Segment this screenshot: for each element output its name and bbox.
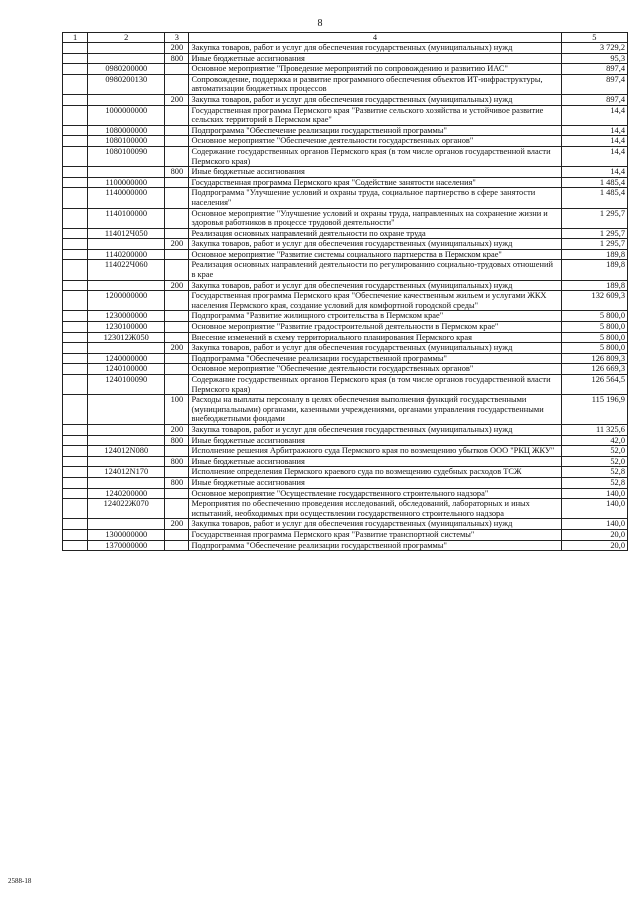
row-col1-cell [63, 188, 88, 208]
table-row [63, 424, 628, 435]
budget-code-cell [88, 167, 165, 178]
item-name-cell: Мероприятия по обеспечению проведения исследований, обследований, лабораторных и иных испытаний, необходимых при осуществлении государственного строительного надзора [189, 499, 561, 519]
table-row [63, 488, 628, 499]
item-name-cell: Государственная программа Пермского края "Развитие сельского хозяйства и устойчивое развитие сельских территорий в Пермском крае" [189, 105, 561, 125]
row-col1-cell [63, 105, 88, 125]
expense-type-cell: 800 [165, 53, 189, 64]
item-name-cell: Реализация основных направлений деятельности по регулированию социально-трудовых отношений в крае [189, 260, 561, 280]
amount-cell: 1 295,7 [561, 228, 627, 239]
budget-code-cell [88, 477, 165, 488]
expense-type-cell [165, 228, 189, 239]
expense-type-cell: 800 [165, 167, 189, 178]
item-name-cell: Закупка товаров, работ и услуг для обеспечения государственных (муниципальных) нужд [189, 239, 561, 250]
row-col1-cell [63, 177, 88, 188]
budget-code-cell: 1240200000 [88, 488, 165, 499]
amount-cell: 20,0 [561, 529, 627, 540]
table-row [63, 208, 628, 228]
amount-cell: 5 800,0 [561, 343, 627, 354]
row-col1-cell [63, 208, 88, 228]
row-col1-cell [63, 260, 88, 280]
expense-type-cell [165, 499, 189, 519]
item-name-cell: Подпрограмма "Развитие жилищного строительства в Пермском крае" [189, 311, 561, 322]
expense-type-cell [165, 146, 189, 166]
item-name-cell: Иные бюджетные ассигнования [189, 435, 561, 446]
expense-type-cell: 200 [165, 519, 189, 530]
item-name-cell: Иные бюджетные ассигнования [189, 53, 561, 64]
amount-cell: 140,0 [561, 519, 627, 530]
budget-code-cell [88, 424, 165, 435]
table-row [63, 239, 628, 250]
budget-code-cell: 123012Ж050 [88, 332, 165, 343]
budget-code-cell: 1240000000 [88, 353, 165, 364]
row-col1-cell [63, 228, 88, 239]
item-name-cell: Иные бюджетные ассигнования [189, 167, 561, 178]
amount-cell: 20,0 [561, 540, 627, 551]
amount-cell: 140,0 [561, 499, 627, 519]
table-row [63, 249, 628, 260]
item-name-cell: Закупка товаров, работ и услуг для обеспечения государственных (муниципальных) нужд [189, 424, 561, 435]
budget-code-cell: 124012N170 [88, 467, 165, 478]
item-name-cell: Внесение изменений в схему территориального планирования Пермского края [189, 332, 561, 343]
expense-type-cell: 200 [165, 424, 189, 435]
table-row [63, 456, 628, 467]
row-col1-cell [63, 375, 88, 395]
expense-type-cell [165, 375, 189, 395]
expense-type-cell: 200 [165, 343, 189, 354]
amount-cell: 52,0 [561, 446, 627, 457]
row-col1-cell [63, 519, 88, 530]
budget-code-cell: 1230000000 [88, 311, 165, 322]
table-row [63, 322, 628, 333]
item-name-cell: Основное мероприятие "Обеспечение деятельности государственных органов" [189, 136, 561, 147]
item-name-cell: Основное мероприятие "Проведение мероприятий по сопровождению и развитию ИАС" [189, 64, 561, 75]
amount-cell: 5 800,0 [561, 322, 627, 333]
budget-code-cell: 1140200000 [88, 249, 165, 260]
budget-code-cell: 1000000000 [88, 105, 165, 125]
expense-type-cell [165, 322, 189, 333]
row-col1-cell [63, 395, 88, 425]
expense-type-cell [165, 208, 189, 228]
amount-cell: 5 800,0 [561, 311, 627, 322]
expense-type-cell [165, 105, 189, 125]
expense-type-cell [165, 125, 189, 136]
budget-code-cell: 1240100000 [88, 364, 165, 375]
budget-table [62, 32, 628, 551]
expense-type-cell [165, 353, 189, 364]
row-col1-cell [63, 167, 88, 178]
budget-code-cell: 124022Ж070 [88, 499, 165, 519]
table-row [63, 146, 628, 166]
expense-type-cell [165, 364, 189, 375]
amount-cell: 126 669,3 [561, 364, 627, 375]
expense-type-cell [165, 136, 189, 147]
item-name-cell: Основное мероприятие "Развитие градостроительной деятельности в Пермском крае" [189, 322, 561, 333]
item-name-cell: Сопровождение, поддержка и развитие программного обеспечения объектов ИТ-инфраструктуры, автоматизации бюджетных процессов [189, 74, 561, 94]
amount-cell: 11 325,6 [561, 424, 627, 435]
budget-code-cell [88, 395, 165, 425]
row-col1-cell [63, 249, 88, 260]
row-col1-cell [63, 43, 88, 54]
item-name-cell: Исполнение решения Арбитражного суда Пермского края по возмещению убытков ООО "РКЦ ЖКУ" [189, 446, 561, 457]
row-col1-cell [63, 136, 88, 147]
amount-cell: 1 295,7 [561, 239, 627, 250]
amount-cell: 5 800,0 [561, 332, 627, 343]
budget-code-cell: 114022Ч060 [88, 260, 165, 280]
budget-code-cell: 1300000000 [88, 529, 165, 540]
header-col-4: 4 [189, 33, 561, 43]
item-name-cell: Исполнение определения Пермского краевого суда по возмещению судебных расходов ТСЖ [189, 467, 561, 478]
budget-code-cell: 1230100000 [88, 322, 165, 333]
item-name-cell: Государственная программа Пермского края "Содействие занятости населения" [189, 177, 561, 188]
table-row [63, 446, 628, 457]
row-col1-cell [63, 280, 88, 291]
budget-code-cell [88, 519, 165, 530]
item-name-cell: Подпрограмма "Улучшение условий и охраны труда, социальное партнерство в сфере занятости населения" [189, 188, 561, 208]
row-col1-cell [63, 477, 88, 488]
expense-type-cell: 200 [165, 239, 189, 250]
row-col1-cell [63, 332, 88, 343]
budget-code-cell: 114012Ч050 [88, 228, 165, 239]
table-row [63, 94, 628, 105]
expense-type-cell [165, 64, 189, 75]
expense-type-cell [165, 188, 189, 208]
amount-cell: 52,0 [561, 456, 627, 467]
amount-cell: 14,4 [561, 136, 627, 147]
header-col-1: 1 [63, 33, 88, 43]
row-col1-cell [63, 467, 88, 478]
table-row [63, 499, 628, 519]
budget-code-cell: 1370000000 [88, 540, 165, 551]
row-col1-cell [63, 540, 88, 551]
row-col1-cell [63, 94, 88, 105]
table-row [63, 177, 628, 188]
amount-cell: 189,8 [561, 249, 627, 260]
budget-code-cell: 1080100000 [88, 136, 165, 147]
amount-cell: 14,4 [561, 167, 627, 178]
row-col1-cell [63, 64, 88, 75]
budget-code-cell: 0980200130 [88, 74, 165, 94]
expense-type-cell [165, 260, 189, 280]
header-col-2: 2 [88, 33, 165, 43]
row-col1-cell [63, 435, 88, 446]
expense-type-cell: 100 [165, 395, 189, 425]
item-name-cell: Иные бюджетные ассигнования [189, 456, 561, 467]
item-name-cell: Подпрограмма "Обеспечение реализации государственной программы" [189, 540, 561, 551]
amount-cell: 95,3 [561, 53, 627, 64]
expense-type-cell: 800 [165, 456, 189, 467]
item-name-cell: Основное мероприятие "Обеспечение деятельности государственных органов" [189, 364, 561, 375]
table-row [63, 375, 628, 395]
table-row [63, 64, 628, 75]
expense-type-cell [165, 467, 189, 478]
item-name-cell: Закупка товаров, работ и услуг для обеспечения государственных (муниципальных) нужд [189, 43, 561, 54]
item-name-cell: Основное мероприятие "Улучшение условий и охраны труда, направленных на сохранение жизни и здоровья работников в процессе трудовой деятельности" [189, 208, 561, 228]
budget-code-cell [88, 43, 165, 54]
amount-cell: 1 485,4 [561, 188, 627, 208]
row-col1-cell [63, 353, 88, 364]
item-name-cell: Основное мероприятие "Осуществление государственного строительного надзора" [189, 488, 561, 499]
table-row [63, 105, 628, 125]
item-name-cell: Закупка товаров, работ и услуг для обеспечения государственных (муниципальных) нужд [189, 519, 561, 530]
header-col-5: 5 [561, 33, 627, 43]
row-col1-cell [63, 499, 88, 519]
table-row [63, 260, 628, 280]
table-row [63, 353, 628, 364]
amount-cell: 189,8 [561, 280, 627, 291]
table-row [63, 395, 628, 425]
item-name-cell: Содержание государственных органов Пермского края (в том числе органов государственной власти Пермского края) [189, 146, 561, 166]
row-col1-cell [63, 456, 88, 467]
amount-cell: 14,4 [561, 125, 627, 136]
expense-type-cell: 200 [165, 280, 189, 291]
expense-type-cell [165, 74, 189, 94]
table-row [63, 167, 628, 178]
expense-type-cell [165, 291, 189, 311]
row-col1-cell [63, 364, 88, 375]
budget-code-cell: 124012N080 [88, 446, 165, 457]
expense-type-cell: 200 [165, 94, 189, 105]
amount-cell: 52,8 [561, 477, 627, 488]
row-col1-cell [63, 74, 88, 94]
item-name-cell: Расходы на выплаты персоналу в целях обеспечения выполнения функций государственными (муниципальными) органами, казенными учреждениями, органами управления государственными внебюджетными фондами [189, 395, 561, 425]
expense-type-cell: 200 [165, 43, 189, 54]
budget-code-cell: 1200000000 [88, 291, 165, 311]
item-name-cell: Подпрограмма "Обеспечение реализации государственной программы" [189, 353, 561, 364]
row-col1-cell [63, 291, 88, 311]
item-name-cell: Закупка товаров, работ и услуг для обеспечения государственных (муниципальных) нужд [189, 280, 561, 291]
amount-cell: 126 564,5 [561, 375, 627, 395]
expense-type-cell [165, 446, 189, 457]
table-row [63, 280, 628, 291]
item-name-cell: Закупка товаров, работ и услуг для обеспечения государственных (муниципальных) нужд [189, 343, 561, 354]
amount-cell: 1 295,7 [561, 208, 627, 228]
expense-type-cell [165, 311, 189, 322]
row-col1-cell [63, 146, 88, 166]
amount-cell: 14,4 [561, 146, 627, 166]
table-row [63, 188, 628, 208]
item-name-cell: Государственная программа Пермского края "Развитие транспортной системы" [189, 529, 561, 540]
budget-code-cell: 1240100090 [88, 375, 165, 395]
amount-cell: 897,4 [561, 64, 627, 75]
table-row [63, 43, 628, 54]
expense-type-cell [165, 488, 189, 499]
table-row [63, 467, 628, 478]
budget-code-cell [88, 280, 165, 291]
table-row [63, 311, 628, 322]
header-col-3: 3 [165, 33, 189, 43]
amount-cell: 140,0 [561, 488, 627, 499]
row-col1-cell [63, 488, 88, 499]
table-row [63, 343, 628, 354]
row-col1-cell [63, 125, 88, 136]
row-col1-cell [63, 322, 88, 333]
item-name-cell: Иные бюджетные ассигнования [189, 477, 561, 488]
budget-code-cell [88, 94, 165, 105]
amount-cell: 115 196,9 [561, 395, 627, 425]
table-row [63, 53, 628, 64]
table-row [63, 477, 628, 488]
amount-cell: 189,8 [561, 260, 627, 280]
amount-cell: 897,4 [561, 94, 627, 105]
amount-cell: 132 609,3 [561, 291, 627, 311]
item-name-cell: Государственная программа Пермского края "Обеспечение качественным жильем и услугами ЖКХ населения Пермского края, создание условий для комфортной городской среды" [189, 291, 561, 311]
row-col1-cell [63, 343, 88, 354]
table-row [63, 540, 628, 551]
item-name-cell: Подпрограмма "Обеспечение реализации государственной программы" [189, 125, 561, 136]
row-col1-cell [63, 529, 88, 540]
table-row [63, 125, 628, 136]
table-row [63, 74, 628, 94]
budget-code-cell: 1140000000 [88, 188, 165, 208]
table-row [63, 519, 628, 530]
table-row [63, 228, 628, 239]
expense-type-cell: 800 [165, 477, 189, 488]
row-col1-cell [63, 446, 88, 457]
table-header-row [63, 33, 628, 43]
budget-code-cell [88, 343, 165, 354]
item-name-cell: Основное мероприятие "Развитие системы социального партнерства в Пермском крае" [189, 249, 561, 260]
table-row [63, 435, 628, 446]
amount-cell: 1 485,4 [561, 177, 627, 188]
amount-cell: 897,4 [561, 74, 627, 94]
amount-cell: 3 729,2 [561, 43, 627, 54]
budget-code-cell [88, 53, 165, 64]
amount-cell: 126 809,3 [561, 353, 627, 364]
row-col1-cell [63, 424, 88, 435]
expense-type-cell [165, 332, 189, 343]
expense-type-cell: 800 [165, 435, 189, 446]
item-name-cell: Реализация основных направлений деятельности по охране труда [189, 228, 561, 239]
budget-code-cell: 1140100000 [88, 208, 165, 228]
document-code: 2588-18 [8, 877, 32, 885]
row-col1-cell [63, 311, 88, 322]
table-row [63, 364, 628, 375]
table-row [63, 332, 628, 343]
budget-code-cell [88, 239, 165, 250]
amount-cell: 42,0 [561, 435, 627, 446]
table-row [63, 291, 628, 311]
expense-type-cell [165, 540, 189, 551]
budget-code-cell: 1080100090 [88, 146, 165, 166]
expense-type-cell [165, 177, 189, 188]
amount-cell: 14,4 [561, 105, 627, 125]
row-col1-cell [63, 53, 88, 64]
expense-type-cell [165, 249, 189, 260]
budget-code-cell [88, 456, 165, 467]
item-name-cell: Содержание государственных органов Пермского края (в том числе органов государственной власти Пермского края) [189, 375, 561, 395]
table-row [63, 529, 628, 540]
budget-code-cell: 1080000000 [88, 125, 165, 136]
table-row [63, 136, 628, 147]
item-name-cell: Закупка товаров, работ и услуг для обеспечения государственных (муниципальных) нужд [189, 94, 561, 105]
amount-cell: 52,8 [561, 467, 627, 478]
row-col1-cell [63, 239, 88, 250]
page-number: 8 [317, 18, 323, 29]
budget-code-cell: 0980200000 [88, 64, 165, 75]
expense-type-cell [165, 529, 189, 540]
budget-code-cell [88, 435, 165, 446]
budget-code-cell: 1100000000 [88, 177, 165, 188]
